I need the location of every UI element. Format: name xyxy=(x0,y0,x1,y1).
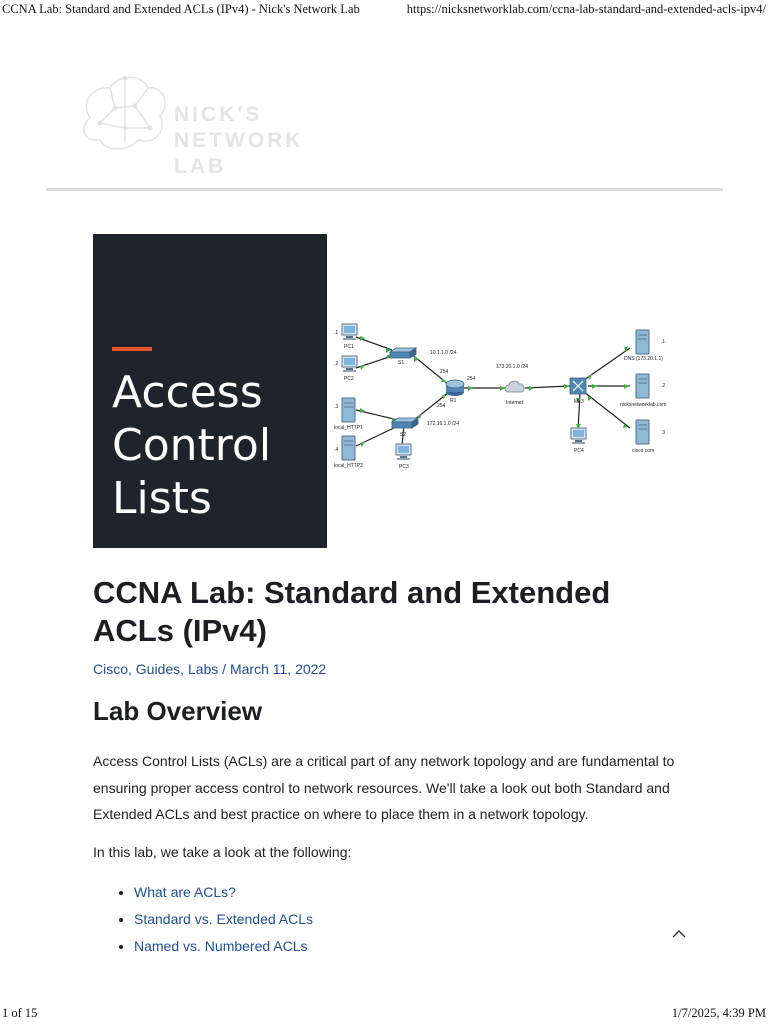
topic-link-standard-vs-extended[interactable]: Standard vs. Extended ACLs xyxy=(134,911,313,927)
logo-line-1: NICK'S xyxy=(174,103,263,126)
cisco-ip-label: .3 xyxy=(661,430,666,436)
pc2-icon xyxy=(342,356,357,372)
print-datetime: 1/7/2025, 4:39 PM xyxy=(671,1006,766,1020)
pc3-icon xyxy=(396,444,411,460)
post-date: March 11, 2022 xyxy=(229,661,327,677)
multilayer-switch-ml3-icon xyxy=(570,378,586,394)
pc1-ip-label: .1 xyxy=(334,330,339,336)
pc4-icon xyxy=(571,428,586,444)
print-page-number: 1 of 15 xyxy=(2,1006,38,1020)
category-link-cisco[interactable]: Cisco xyxy=(93,661,129,677)
pc2-ip-label: .2 xyxy=(334,361,339,367)
subnet-172-label: 172.16.1.0 /24 xyxy=(427,421,459,427)
post-title: CCNA Lab: Standard and Extended ACLs (IPv4) xyxy=(93,575,611,648)
local-http2-server-icon xyxy=(342,436,355,460)
print-footer xyxy=(0,1006,768,1024)
pc2-label: PC2 xyxy=(344,376,354,382)
ml3-label: ML3 xyxy=(574,399,584,405)
lab-intro-text: In this lab, we take a look at the following: xyxy=(93,844,352,860)
pc3-label: PC3 xyxy=(399,464,409,470)
lab-overview-heading: Lab Overview xyxy=(93,696,263,726)
switch-s2-icon xyxy=(392,418,418,428)
local-http2-label: local_HTTP2 xyxy=(334,463,363,469)
r1-label: R1 xyxy=(450,398,457,404)
post-meta: Cisco, Guides, Labs / March 11, 2022 xyxy=(93,661,327,677)
internet-cloud-icon xyxy=(505,381,524,392)
subnet-10-label: 10.1.1.0 /24 xyxy=(430,350,457,356)
site-logo-text xyxy=(174,102,360,180)
lab-topics-list xyxy=(118,884,313,965)
nicks-ip-label: .2 xyxy=(661,383,666,389)
dns-ip-label: .1 xyxy=(661,339,666,345)
list-item xyxy=(134,884,313,911)
s2-label: S2 xyxy=(400,432,407,438)
cisco-server-icon xyxy=(636,420,649,444)
r1-g1-label: 254 xyxy=(437,403,446,409)
pc1-icon xyxy=(342,324,357,340)
header-divider xyxy=(46,188,723,191)
print-page-url: https://nicksnetworklab.com/ccna-lab-standard-and-extended-acls-ipv4/ xyxy=(406,2,766,16)
pc1-label: PC1 xyxy=(344,344,354,350)
chevron-up-icon xyxy=(668,923,690,945)
hero-title-line: Control xyxy=(112,420,272,471)
lab-overview-paragraph: Access Control Lists (ACLs) are a critical part of any network topology and are fundamental to ensuring proper access control to network resources. We'll take a look out both Standard and Extended ACLs and best practice on where to place them in a network topology. xyxy=(93,753,675,822)
featured-image-title xyxy=(112,366,322,525)
print-header xyxy=(0,0,768,18)
category-link-labs[interactable]: Labs xyxy=(187,661,219,677)
cisco-server-label: cisco.com xyxy=(632,448,655,454)
list-item xyxy=(134,938,313,965)
dns-server-icon xyxy=(636,330,649,354)
logo-line-2: NETWORK LAB xyxy=(174,129,304,178)
local-http2-ip-label: .4 xyxy=(334,447,339,453)
dns-label: DNS (173.20.1.1) xyxy=(624,356,663,362)
nicksnetworklab-server-icon xyxy=(636,374,649,398)
subnet-173-label: 173.20.1.0 /24 xyxy=(496,364,528,370)
brain-circuit-icon xyxy=(70,68,180,158)
network-topology-diagram xyxy=(330,318,675,478)
s1-label: S1 xyxy=(398,360,405,366)
local-http1-label: local_HTTP1 xyxy=(334,425,363,431)
r1-wan-label: 254 xyxy=(467,376,476,382)
print-page-title: CCNA Lab: Standard and Extended ACLs (IPv4) - Nick's Network Lab xyxy=(2,2,360,16)
scroll-to-top-button[interactable] xyxy=(668,923,690,945)
topic-link-what-are-acls[interactable]: What are ACLs? xyxy=(134,884,236,900)
r1-g0-label: 254 xyxy=(440,369,449,375)
category-link-guides[interactable]: Guides xyxy=(135,661,181,677)
hero-title-line: Access xyxy=(112,367,263,418)
site-logo[interactable] xyxy=(70,68,360,178)
switch-s1-icon xyxy=(390,348,416,358)
accent-bar xyxy=(112,347,152,351)
featured-image-card xyxy=(93,234,327,548)
local-http1-server-icon xyxy=(342,398,355,422)
pc4-label: PC4 xyxy=(574,448,584,454)
topic-link-named-vs-numbered[interactable]: Named vs. Numbered ACLs xyxy=(134,938,308,954)
local-http1-ip-label: .3 xyxy=(334,404,339,410)
list-item xyxy=(134,911,313,938)
nicks-server-label: nicksnetworklab.com xyxy=(620,402,667,408)
router-r1-icon xyxy=(446,380,464,396)
internet-label: Internet xyxy=(506,400,523,406)
hero-title-line: Lists xyxy=(112,473,212,524)
